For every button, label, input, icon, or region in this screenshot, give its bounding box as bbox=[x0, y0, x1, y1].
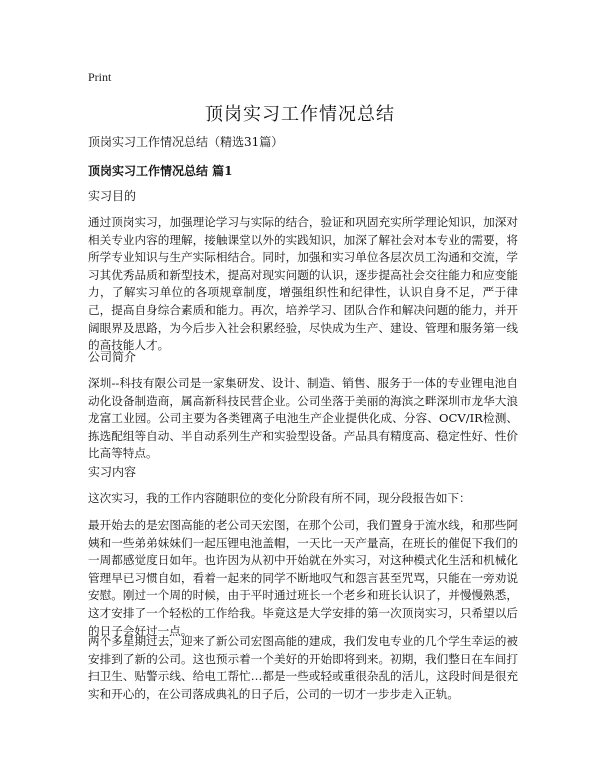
paragraph-content-first: 最开始去的是宏图高能的老公司天宏图，在那个公司，我们置身于流水线，和那些阿姨和一些弟弟妹妹们一起压锂电池盖帽，一天比一天产量高，在班长的催促下我们的一周都感觉度日如年。也许因为从初中开始就在外实习，对这种模式化生活和机械化管理早已习惯自如，看着一起来的同学不断地叹气和怨言甚至咒骂，只能在一旁劝说安慰。刚过一个周的时候，由于平时通过班长一个老乡和班长认识了，并慢慢熟悉，这才安排了一个轻松的工作给我。毕竟这是大学安排的第一次顶岗实习，只希望以后的日子会好过一点。 bbox=[88, 518, 518, 638]
print-link[interactable]: Print bbox=[88, 70, 112, 84]
heading-purpose: 实习目的 bbox=[88, 189, 137, 203]
heading-content: 实习内容 bbox=[88, 465, 137, 479]
paragraph-purpose: 通过顶岗实习，加强理论学习与实际的结合，验证和巩固充实所学理论知识，加深对相关专业内容的理解，接触课堂以外的实践知识，加深了解社会对本专业的需要，将所学专业知识与生产实际相结合。同时，加强和实习单位各层次员工沟通和交流，学习其优秀品质和新型技术，提高对现实问题的认识，逐步提高社会交往能力和应变能力，了解实习单位的各项规章制度，增强组织性和纪律性，认识自身不足，严于律己，提高自身综合素质和能力。再次，培养学习、团队合作和解决问题的能力，并开阔眼界及思路，为今后步入社会积累经验，尽快成为生产、建设、管理和服务第一线的高技能人才。 bbox=[88, 215, 518, 353]
document-subtitle: 顶岗实习工作情况总结（精选31篇） bbox=[88, 135, 284, 149]
section-title: 顶岗实习工作情况总结 篇1 bbox=[88, 164, 233, 178]
heading-company: 公司简介 bbox=[88, 350, 137, 364]
paragraph-content-second: 两个多星期过去，迎来了新公司宏图高能的建成，我们发电专业的几个学生幸运的被安排到了新的公司。这也预示着一个美好的开始即将到来。初期，我们整日在车间打扫卫生、贴警示线、给电工帮忙…都是一些或轻或重很杂乱的活儿，这段时间是很充实和开心的，在公司落成典礼的日子后，公司的一切才一步步走入正轨。 bbox=[88, 634, 518, 701]
paragraph-content-intro: 这次实习，我的工作内容随职位的变化分阶段有所不同，现分段报告如下： bbox=[88, 491, 471, 505]
paragraph-company: 深圳--科技有限公司是一家集研发、设计、制造、销售、服务于一体的专业锂电池自动化设备制造商，属高新科技民营企业。公司坐落于美丽的海滨之畔深圳市龙华大浪龙富工业园。公司主要为各类锂离子电池生产企业提供化成、分容、OCV/IR检测、拣选配组等自动、半自动系列生产和实验型设备。产品具有精度高、稳定性好、性价比高等特点。 bbox=[88, 376, 518, 461]
document-title: 顶岗实习工作情况总结 bbox=[205, 104, 395, 125]
